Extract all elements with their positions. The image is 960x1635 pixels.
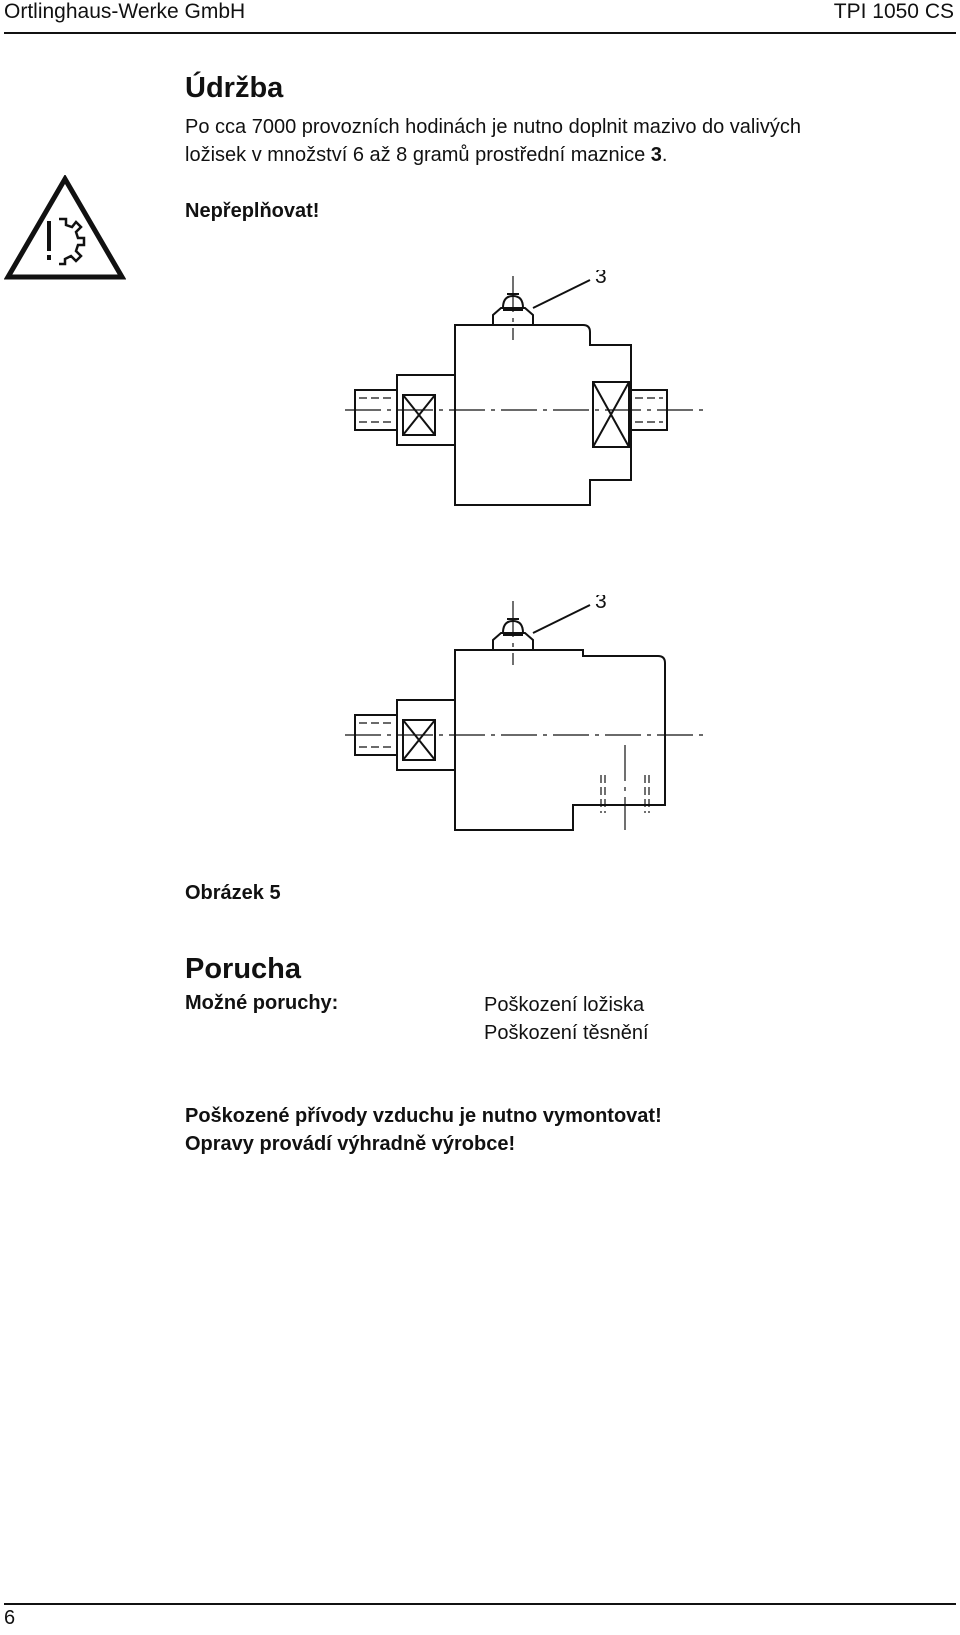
repair-note (185, 1102, 662, 1158)
page-number: 6 (4, 1607, 16, 1629)
repair-note-line-2: Opravy provádí výhradně výrobce! (185, 1133, 516, 1155)
fault-label: Možné poruchy: (185, 992, 339, 1014)
drawing-top (345, 270, 705, 520)
grease-nipple-ref: 3 (650, 144, 662, 166)
maintenance-line-1: Po cca 7000 provozních hodinách je nutno doplnit mazivo do valivých (185, 116, 801, 138)
footer-rule (4, 1603, 956, 1605)
header-doc-id: TPI 1050 CS (833, 0, 954, 23)
fault-list (484, 991, 649, 1047)
header-rule (4, 32, 956, 34)
section-title-fault: Porucha (185, 953, 302, 985)
maintenance-text (185, 113, 801, 169)
header-company: Ortlinghaus-Werke GmbH (4, 0, 246, 23)
list-item: Poškození těsnění (484, 1022, 649, 1044)
maintenance-line-2: ložisek v množství 6 až 8 gramů prostřední maznice 3. (185, 144, 668, 166)
drawing-bottom (345, 595, 705, 845)
warning-text: Nepřeplňovat! (185, 200, 320, 222)
list-item: Poškození ložiska (484, 994, 645, 1016)
repair-note-line-1: Poškozené přívody vzduchu je nutno vymontovat! (185, 1105, 662, 1127)
callout-top: 3 (595, 270, 607, 288)
section-title-maintenance: Údržba (185, 72, 284, 104)
figure-caption: Obrázek 5 (185, 882, 281, 904)
gear-warning-icon (4, 175, 126, 288)
callout-bottom: 3 (595, 595, 607, 613)
